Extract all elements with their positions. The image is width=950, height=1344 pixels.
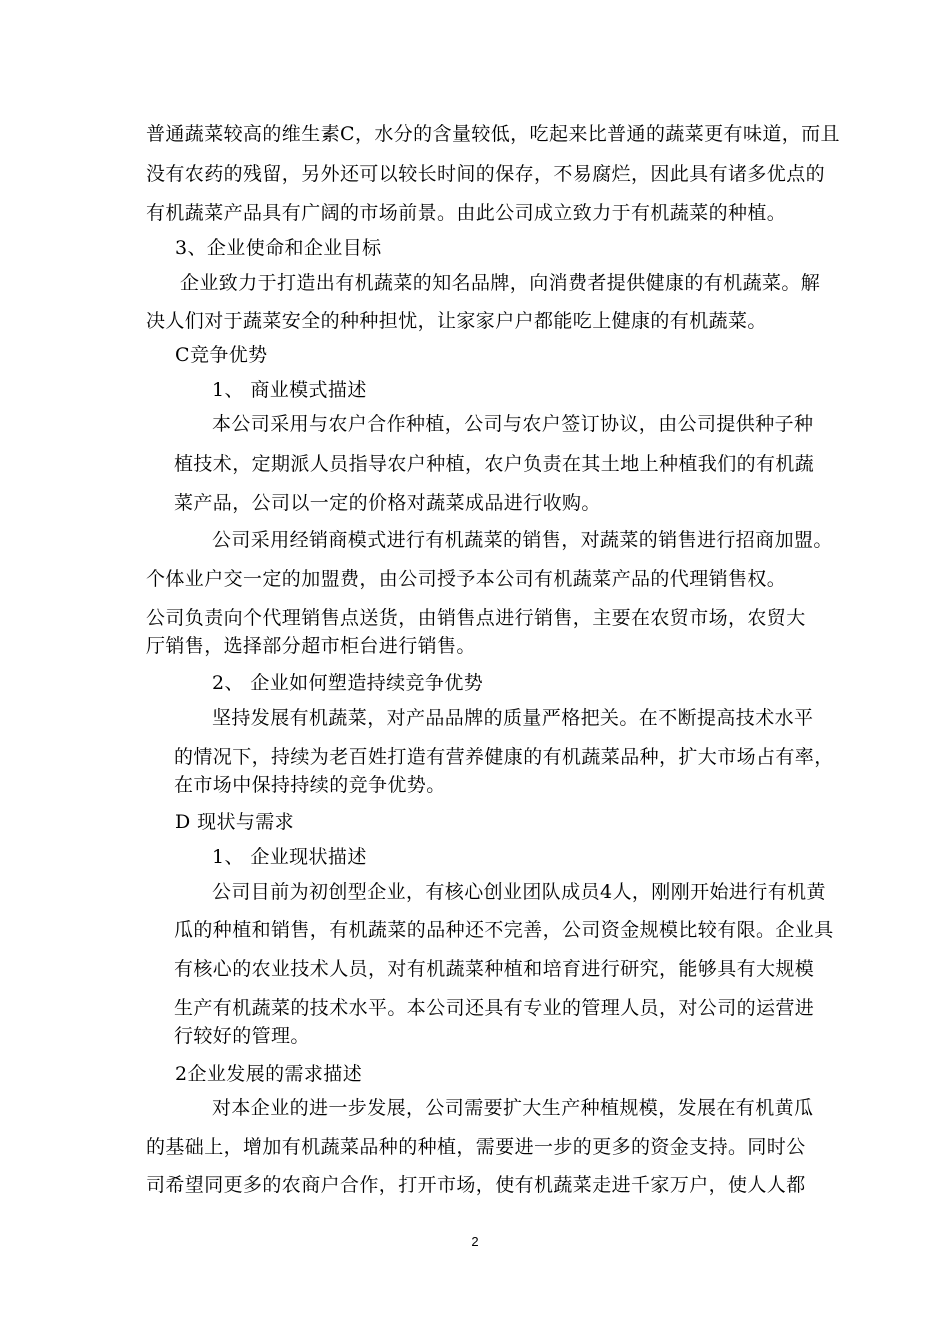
text-line: 坚持发展有机蔬菜，对产品品牌的质量严格把关。在不断提高技术水平 (212, 707, 814, 729)
text-line: 厅销售，选择部分超市柜台进行销售。 (146, 635, 476, 657)
text-line: 本公司采用与农户合作种植，公司与农户签订协议，由公司提供种子种 (212, 413, 814, 435)
text-line: 有核心的农业技术人员，对有机蔬菜种植和培育进行研究，能够具有大规模 (174, 958, 815, 980)
text-line: 司希望同更多的农商户合作，打开市场，使有机蔬菜走进千家万户，使人人都 (146, 1174, 806, 1196)
text-line: 决人们对于蔬菜安全的种种担忧，让家家户户都能吃上健康的有机蔬菜。 (146, 310, 767, 332)
text-line: 普通蔬菜较高的维生素C，水分的含量较低，吃起来比普通的蔬菜更有味道，而且 (146, 123, 840, 145)
text-line: 公司负责向个代理销售点送货，由销售点进行销售，主要在农贸市场，农贸大 (146, 607, 806, 629)
page-number: 2 (471, 1234, 479, 1249)
section-heading: 2、 企业如何塑造持续竞争优势 (212, 672, 484, 694)
text-line: 植技术，定期派人员指导农户种植，农户负责在其土地上种植我们的有机蔬 (174, 453, 815, 475)
text-line: 行较好的管理。 (174, 1025, 310, 1047)
section-heading: 2企业发展的需求描述 (175, 1063, 363, 1085)
text-line: 企业致力于打造出有机蔬菜的知名品牌，向消费者提供健康的有机蔬菜。解 (180, 272, 821, 294)
text-line: 公司目前为初创型企业，有核心创业团队成员4人，刚刚开始进行有机黄 (212, 881, 826, 903)
section-heading: 3、企业使命和企业目标 (175, 237, 382, 259)
text-line: 在市场中保持持续的竞争优势。 (174, 774, 446, 796)
text-line: 有机蔬菜产品具有广阔的市场前景。由此公司成立致力于有机蔬菜的种植。 (146, 202, 787, 224)
text-line: 对本企业的进一步发展，公司需要扩大生产种植规模，发展在有机黄瓜 (212, 1097, 814, 1119)
text-line: 公司采用经销商模式进行有机蔬菜的销售，对蔬菜的销售进行招商加盟。 (212, 529, 833, 551)
text-line: 瓜的种植和销售，有机蔬菜的品种还不完善，公司资金规模比较有限。企业具 (174, 919, 834, 941)
section-heading: D 现状与需求 (175, 811, 295, 833)
text-line: 菜产品，公司以一定的价格对蔬菜成品进行收购。 (174, 492, 601, 514)
section-heading: C竞争优势 (175, 344, 268, 366)
text-line: 生产有机蔬菜的技术水平。本公司还具有专业的管理人员，对公司的运营进 (174, 997, 815, 1019)
text-line: 的情况下，持续为老百姓打造有营养健康的有机蔬菜品种，扩大市场占有率， (174, 746, 834, 768)
section-heading: 1、 商业模式描述 (212, 379, 367, 401)
section-heading: 1、 企业现状描述 (212, 846, 367, 868)
text-line: 没有农药的残留，另外还可以较长时间的保存，不易腐烂，因此具有诸多优点的 (146, 163, 826, 185)
text-line: 的基础上，增加有机蔬菜品种的种植，需要进一步的更多的资金支持。同时公 (146, 1136, 806, 1158)
text-line: 个体业户交一定的加盟费，由公司授予本公司有机蔬菜产品的代理销售权。 (146, 568, 787, 590)
